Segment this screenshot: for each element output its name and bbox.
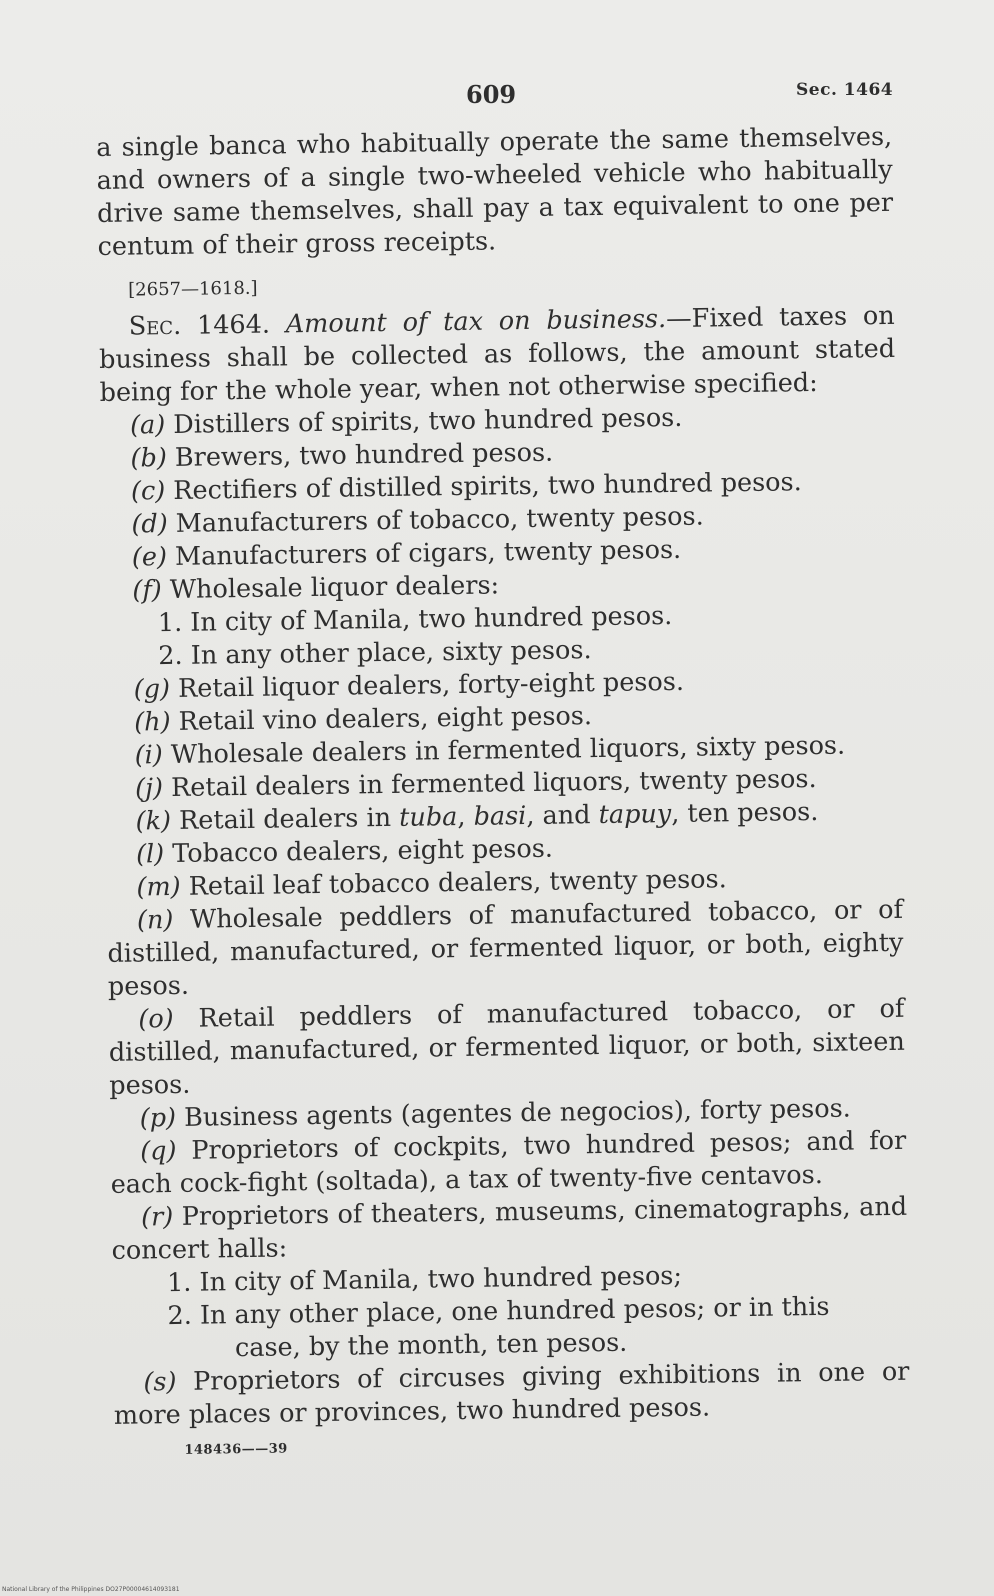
- item-letter: (a): [129, 410, 166, 441]
- item-letter: (m): [136, 871, 181, 903]
- item-text: Retail vino dealers, eight pesos.: [178, 701, 593, 737]
- item-text: Business agents (agentes de negocios), forty pesos.: [183, 1093, 851, 1133]
- sub-list-item: 1. In city of Manila, two hundred pesos;: [166, 1260, 683, 1299]
- item-text: Retail dealers in: [178, 802, 400, 836]
- item-letter: (p): [139, 1102, 177, 1134]
- item-letter: (d): [131, 509, 168, 540]
- section-title: Amount of tax on business.: [285, 304, 667, 340]
- item-text: Retail dealers in fermented liquors, twenty pesos.: [170, 764, 817, 804]
- item-text: Brewers, two hundred pesos.: [174, 437, 554, 473]
- section-reference: Sec. 1464: [796, 80, 894, 100]
- item-letter: (q): [140, 1135, 177, 1167]
- item-letter: (l): [135, 839, 165, 870]
- item-letter: (i): [134, 740, 163, 771]
- sub-list-item: 2. In any other place, sixty pesos.: [158, 635, 592, 672]
- item-text: Tobacco dealers, eight pesos.: [172, 833, 554, 870]
- list-item: [113, 1356, 910, 1433]
- item-letter: (e): [131, 542, 168, 573]
- item-term: tuba: [398, 802, 458, 833]
- item-text: Retail leaf tobacco dealers, twenty pesos.: [188, 864, 727, 902]
- item-letter: (o): [138, 1004, 174, 1035]
- item-term: tapuy: [598, 799, 672, 831]
- item-text: Proprietors of theaters, museums, cinematographs, and concert halls:: [111, 1191, 908, 1266]
- citation: [2657—1618.]: [128, 277, 258, 301]
- intro-paragraph: a single banca who habitually operate the same themselves, and owners of a single two-wheeled vehicle who habitually drive same themselves, shall pay a tax equivalent to one per centum of their gross receipts.: [96, 121, 894, 262]
- item-letter: (n): [136, 904, 174, 936]
- item-letter: (r): [140, 1202, 174, 1233]
- document-body: [96, 121, 911, 1468]
- list-item: [110, 1125, 907, 1202]
- item-term: basi: [473, 801, 527, 832]
- sub-list-item-continuation: case, by the month, ten pesos.: [234, 1327, 628, 1364]
- item-letter: (j): [134, 773, 164, 804]
- item-letter: (c): [130, 476, 166, 507]
- page-number: 609: [466, 80, 517, 109]
- item-text: Distillers of spirits, two hundred pesos.: [173, 402, 683, 440]
- item-letter: (f): [132, 575, 162, 606]
- item-letter: (g): [133, 674, 171, 705]
- archive-watermark: National Library of the Philippines DO27P00004614093181: [2, 1586, 180, 1593]
- item-letter: (k): [135, 806, 172, 837]
- item-letter: (h): [134, 707, 171, 738]
- section-text: —Fixed taxes on business shall be collected as follows, the amount stated being for the whole year, when not otherwise specified:: [98, 300, 896, 408]
- sub-list-item: 2. In any other place, one hundred pesos; or in this: [167, 1291, 830, 1332]
- item-text: Manufacturers of cigars, twenty pesos.: [174, 534, 682, 572]
- item-text: , ten pesos.: [671, 796, 819, 830]
- item-text: Proprietors of cockpits, two hundred pesos; and for each cock-fight (soltada), a tax of twenty-five centavos.: [110, 1125, 907, 1200]
- item-text: Wholesale peddlers of manufactured tobacco, or of distilled, manufactured, or fermented liquor, or both, eighty pesos.: [107, 894, 904, 1002]
- item-text: Retail liquor dealers, forty-eight pesos.: [177, 666, 685, 704]
- printer-code: 148436——39: [184, 1441, 288, 1458]
- item-text: Wholesale dealers in fermented liquors, sixty pesos.: [170, 730, 846, 771]
- sub-list-item: 1. In city of Manila, two hundred pesos.: [157, 601, 673, 639]
- item-text: Manufacturers of tobacco, twenty pesos.: [175, 501, 704, 539]
- list-item: [111, 1191, 908, 1268]
- item-text: ,: [457, 801, 474, 833]
- list-item: [108, 993, 905, 1103]
- item-text: Retail peddlers of manufactured tobacco, or of distilled, manufactured, or fermented liquor, or both, sixteen pesos.: [108, 993, 905, 1101]
- item-text: Wholesale liquor dealers:: [169, 570, 500, 606]
- section-paragraph: [98, 300, 895, 410]
- section-label: Sec. 1464.: [128, 309, 271, 342]
- item-letter: (b): [130, 443, 168, 474]
- item-letter: (s): [143, 1367, 177, 1398]
- item-text: Proprietors of circuses giving exhibitions in one or more places or provinces, two hundred pesos.: [113, 1356, 910, 1431]
- list-item: [107, 894, 904, 1004]
- item-text: Rectifiers of distilled spirits, two hundred pesos.: [173, 467, 802, 506]
- page-header: [0, 80, 994, 120]
- item-text: , and: [526, 800, 599, 832]
